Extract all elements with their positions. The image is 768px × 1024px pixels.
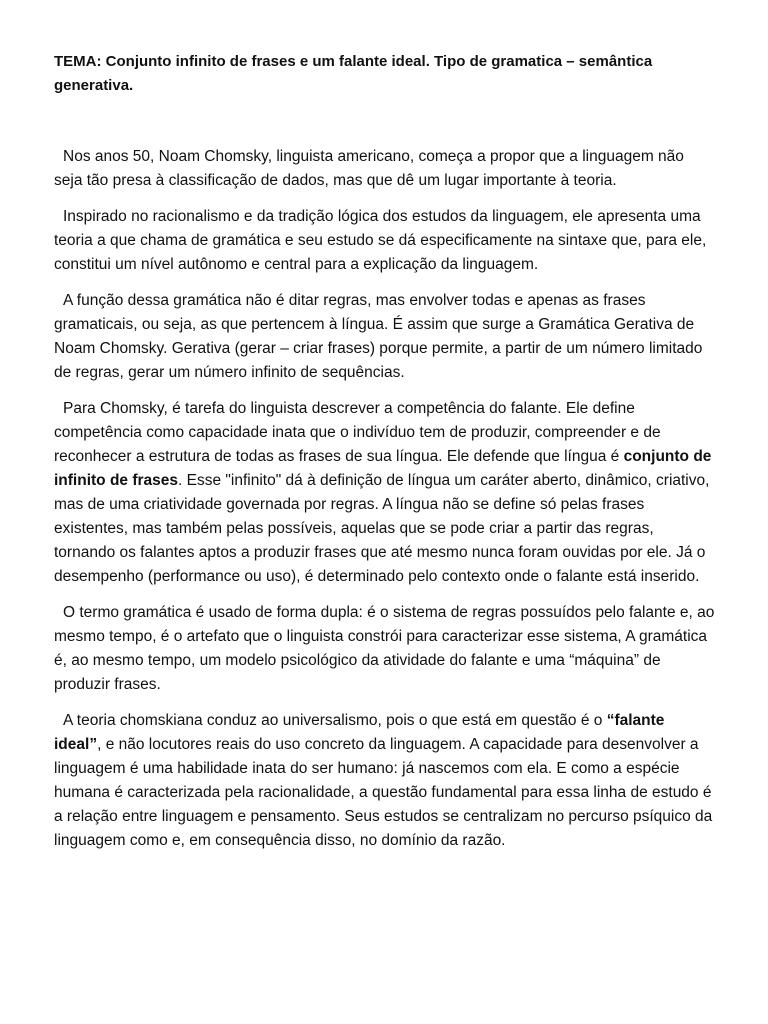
paragraph-6-text-after: , e não locutores reais do uso concreto da linguagem. A capacidade para desenvolver a linguagem é uma habilidade inata do ser humano: já nascemos com ela. E como a espécie humana é caracterizada pela racionalidade, a questão fundamental para essa linha de estudo é a relação entre linguagem e pensamento. Seus estudos se centralizam no percurso psíquico da linguagem como e, em consequência disso, no domínio da razão. [54,736,713,849]
paragraph-1: Nos anos 50, Noam Chomsky, linguista americano, começa a propor que a linguagem não seja tão presa à classificação de dados, mas que dê um lugar importante à teoria. [54,148,684,189]
document-page [54,50,716,853]
paragraph-4-text-before: Para Chomsky, é tarefa do linguista descrever a competência do falante. Ele define competência como capacidade inata que o indivíduo tem de produzir, compreender e de reconhecer a estrutura de todas as frases de sua língua. Ele defende que língua é [54,400,661,465]
paragraph-5: O termo gramática é usado de forma dupla: é o sistema de regras possuídos pelo falante e, ao mesmo tempo, é o artefato que o linguista constrói para caracterizar esse sistema, A gramática é, ao mesmo tempo, um modelo psicológico da atividade do falante e uma “máquina” de produzir frases. [54,604,715,693]
paragraph-2: Inspirado no racionalismo e da tradição lógica dos estudos da linguagem, ele apresenta uma teoria a que chama de gramática e seu estudo se dá especificamente na sintaxe que, para ele, constitui um nível autônomo e central para a explicação da linguagem. [54,208,707,273]
paragraph-3: A função dessa gramática não é ditar regras, mas envolver todas e apenas as frases gramaticais, ou seja, as que pertencem à língua. É assim que surge a Gramática Gerativa de Noam Chomsky. Gerativa (gerar – criar frases) porque permite, a partir de um número limitado de regras, gerar um número infinito de sequências. [54,292,703,381]
paragraph-6-bold-term: “falante ideal” [54,712,665,753]
paragraph-4 [54,397,716,589]
paragraph-6 [54,709,716,853]
paragraph-6-text-before: A teoria chomskiana conduz ao universalismo, pois o que está em questão é o [63,712,607,729]
document-title: TEMA: Conjunto infinito de frases e um falante ideal. Tipo de gramatica – semântica generativa. [54,53,653,94]
paragraph-4-text-after: . Esse "infinito" dá à definição de língua um caráter aberto, dinâmico, criativo, mas de uma criatividade governada por regras. A língua não se define só pelas frases existentes, mas também pelas possíveis, aquelas que se pode criar a partir das regras, tornando os falantes aptos a produzir frases que até mesmo nunca foram ouvidas por ele. Já o desempenho (performance ou uso), é determinado pelo contexto onde o falante está inserido. [54,472,710,585]
paragraph-4-bold-term: conjunto de infinito de frases [54,448,712,489]
